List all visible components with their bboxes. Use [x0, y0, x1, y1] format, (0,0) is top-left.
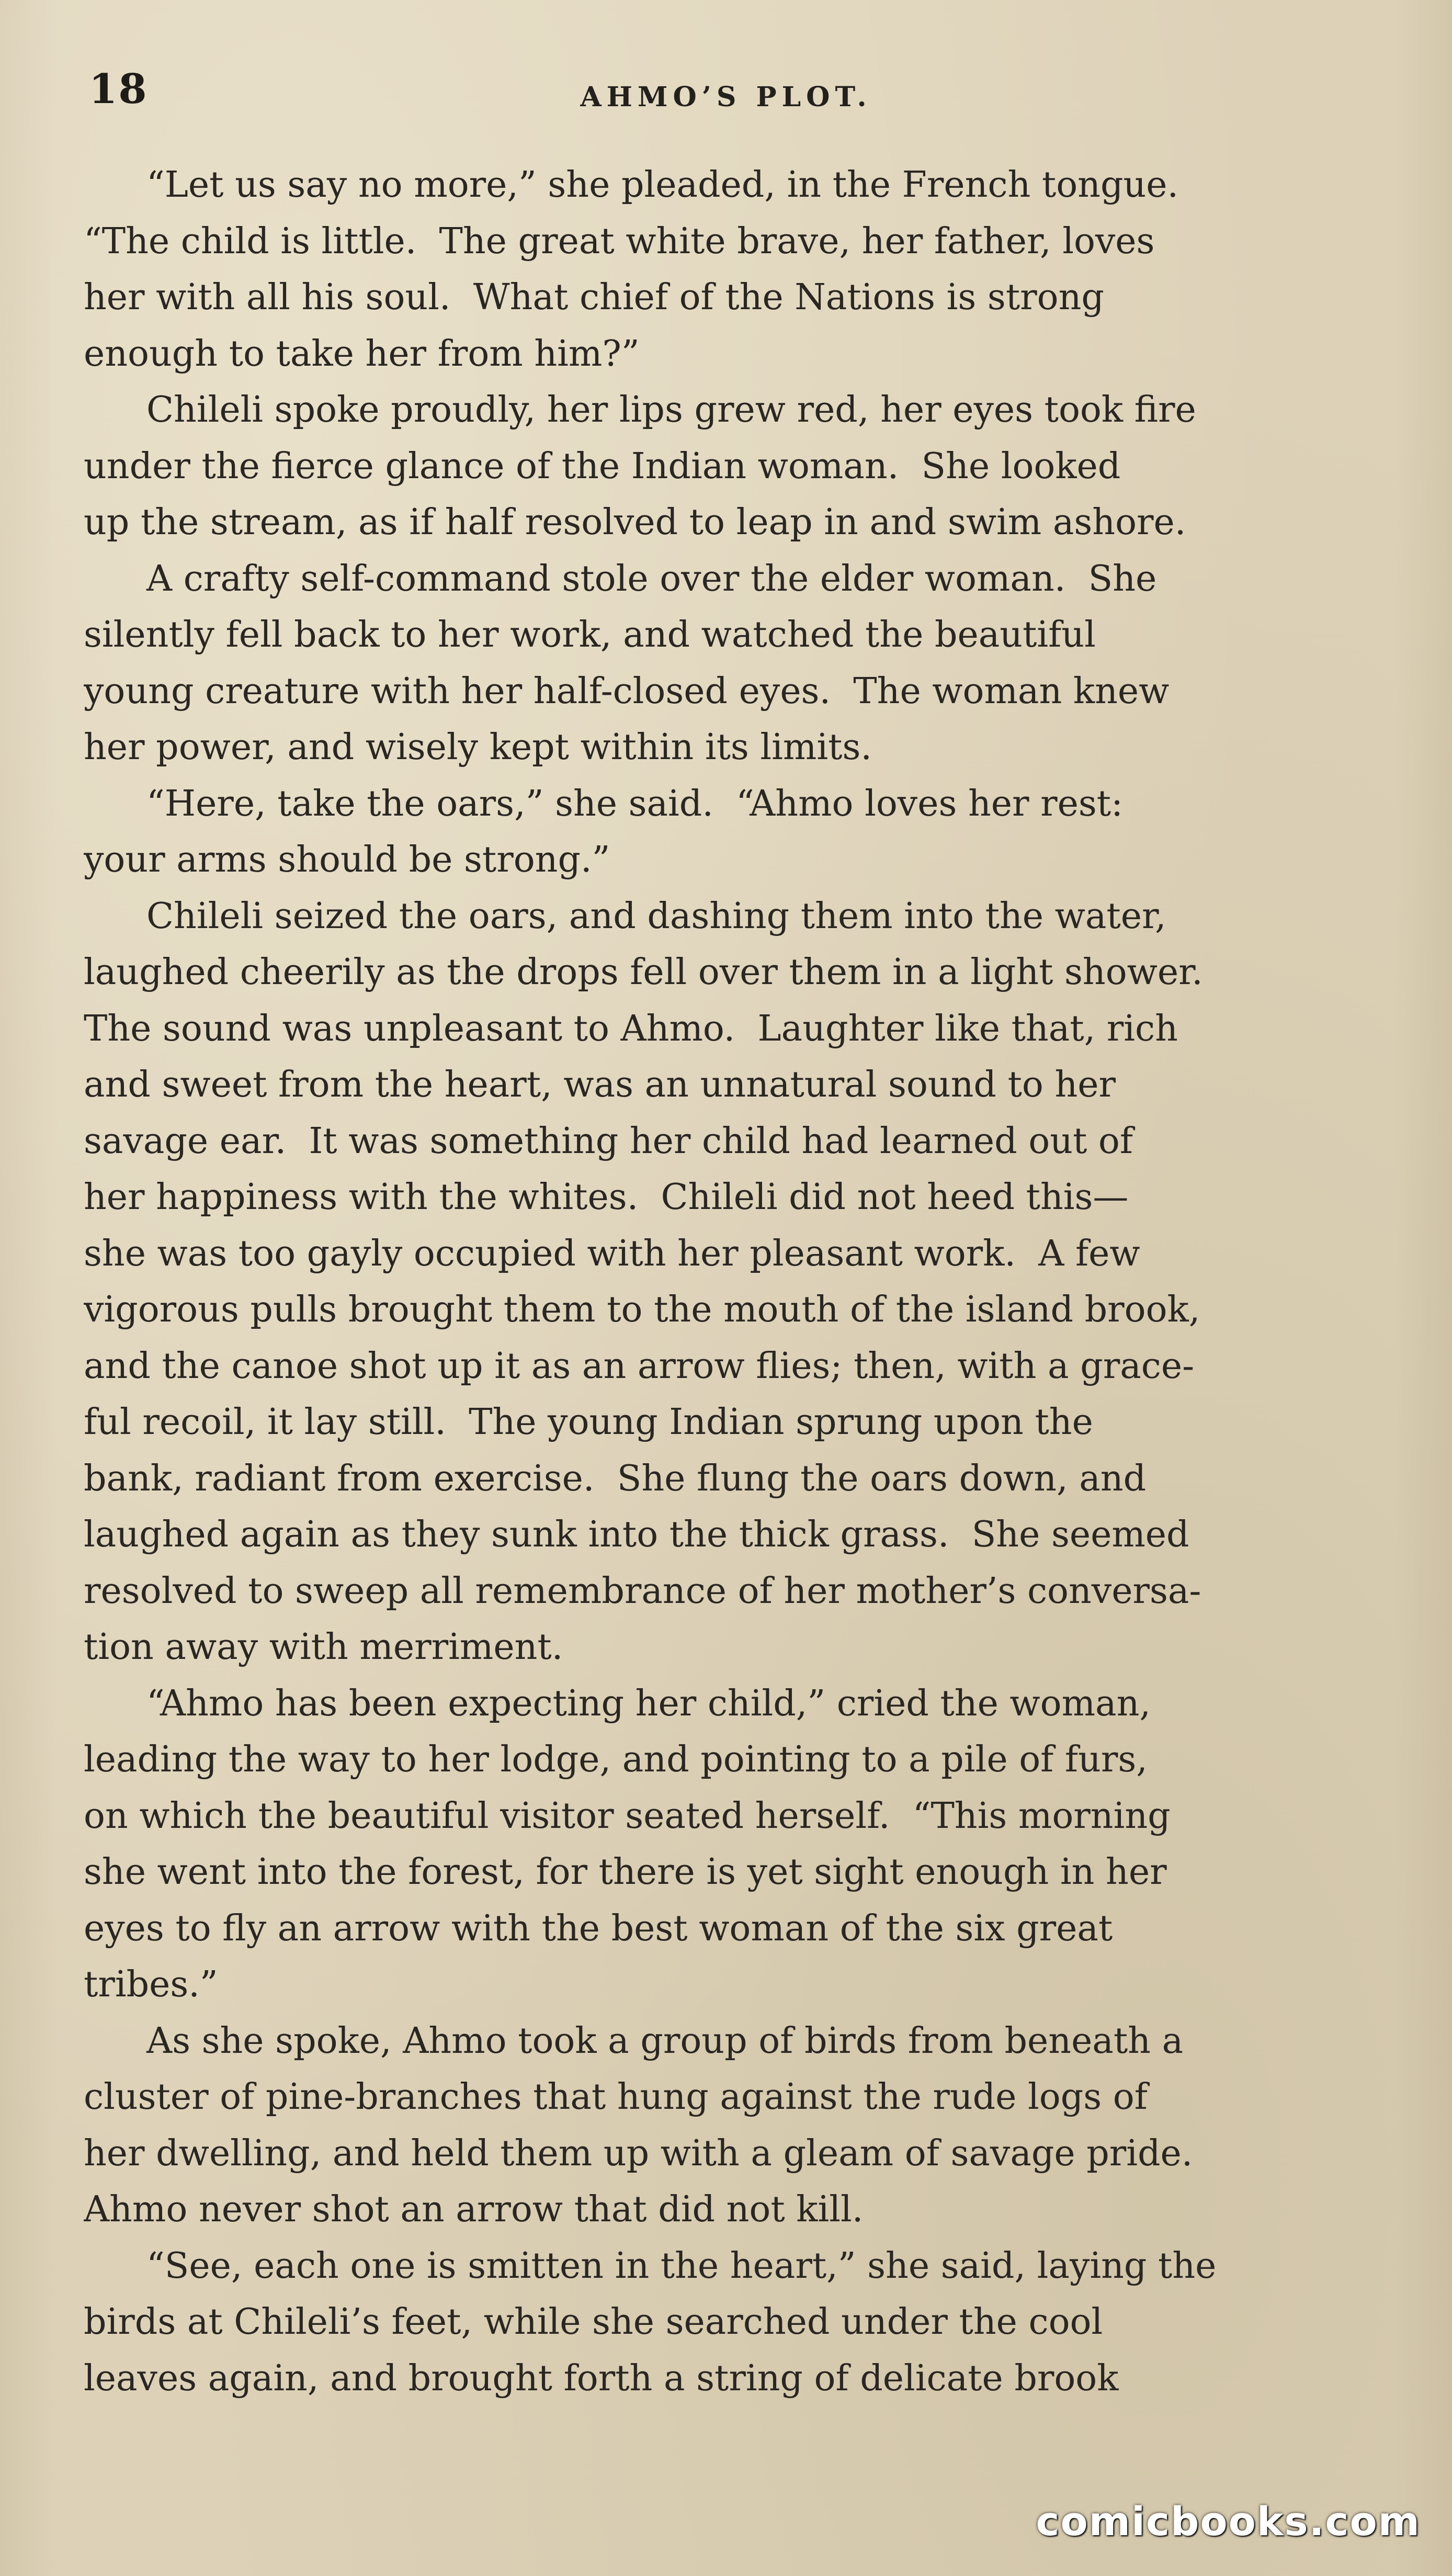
text-line: and the canoe shot up it as an arrow flies; then, with a grace- — [84, 1345, 1195, 1387]
text-line: and sweet from the heart, was an unnatural sound to her — [84, 1064, 1116, 1105]
text-line: leading the way to her lodge, and pointing to a pile of furs, — [84, 1739, 1148, 1780]
text-line: on which the beautiful visitor seated herself. “This morning — [84, 1795, 1171, 1837]
text-line: Ahmo never shot an arrow that did not kill. — [84, 2189, 864, 2230]
text-line: silently fell back to her work, and watched the beautiful — [84, 614, 1096, 656]
text-line: tion away with merriment. — [84, 1626, 563, 1668]
text-line: your arms should be strong.” — [84, 839, 610, 880]
text-line: laughed again as they sunk into the thick grass. She seemed — [84, 1514, 1189, 1555]
text-line: resolved to sweep all remembrance of her mother’s conversa- — [84, 1570, 1201, 1612]
text-line: “The child is little. The great white brave, her father, loves — [84, 220, 1155, 262]
text-line: “Ahmo has been expecting her child,” cried the woman, — [146, 1682, 1151, 1724]
text-line: savage ear. It was something her child had learned out of — [84, 1120, 1133, 1162]
text-line: leaves again, and brought forth a string of delicate brook — [84, 2357, 1119, 2399]
text-line: As she spoke, Ahmo took a group of birds from beneath a — [146, 2020, 1184, 2062]
text-line: Chileli seized the oars, and dashing them into the water, — [146, 895, 1166, 937]
running-head-title: AHMO’S PLOT. — [580, 81, 872, 113]
text-line: enough to take her from him?” — [84, 333, 640, 375]
text-line: tribes.” — [84, 1964, 218, 2005]
text-line: she went into the forest, for there is yet sight enough in her — [84, 1851, 1167, 1893]
text-line: cluster of pine-branches that hung against the rude logs of — [84, 2076, 1148, 2118]
watermark-text: comicbooks.com — [1036, 2498, 1421, 2545]
text-line: bank, radiant from exercise. She flung the oars down, and — [84, 1458, 1147, 1499]
text-line: she was too gayly occupied with her pleasant work. A few — [84, 1233, 1140, 1274]
text-line: vigorous pulls brought them to the mouth of the island brook, — [84, 1289, 1200, 1330]
text-line: birds at Chileli’s feet, while she searched under the cool — [84, 2301, 1103, 2343]
page-number: 18 — [89, 65, 148, 113]
text-line: her dwelling, and held them up with a gleam of savage pride. — [84, 2132, 1193, 2174]
text-line: eyes to fly an arrow with the best woman of the six great — [84, 1907, 1113, 1949]
body-text — [84, 157, 1391, 2406]
text-line: Chileli spoke proudly, her lips grew red, her eyes took fire — [146, 389, 1196, 431]
text-line: up the stream, as if half resolved to leap in and swim ashore. — [84, 502, 1186, 543]
text-line: “Here, take the oars,” she said. “Ahmo loves her rest: — [146, 783, 1124, 824]
text-line: “Let us say no more,” she pleaded, in the French tongue. — [146, 164, 1179, 206]
text-line: laughed cheerily as the drops fell over them in a light shower. — [84, 952, 1203, 993]
text-line: “See, each one is smitten in the heart,” she said, laying the — [146, 2245, 1217, 2287]
text-line: young creature with her half-closed eyes. The woman knew — [84, 670, 1170, 712]
text-line: ful recoil, it lay still. The young Indian sprung upon the — [84, 1402, 1093, 1443]
text-line: her with all his soul. What chief of the Nations is strong — [84, 277, 1104, 318]
text-line: A crafty self-command stole over the elder woman. She — [146, 558, 1157, 600]
text-line: her happiness with the whites. Chileli did not heed this— — [84, 1177, 1129, 1218]
text-line: her power, and wisely kept within its limits. — [84, 727, 872, 768]
text-line: under the fierce glance of the Indian woman. She looked — [84, 445, 1121, 487]
text-line: The sound was unpleasant to Ahmo. Laughter like that, rich — [84, 1008, 1178, 1049]
